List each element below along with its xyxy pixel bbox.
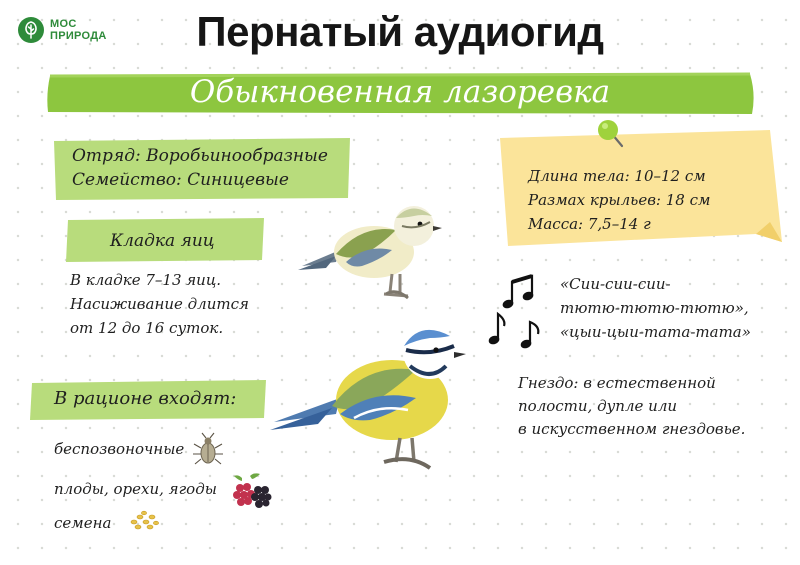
- diet-item: семена: [54, 514, 112, 532]
- bug-icon: [190, 432, 226, 468]
- song-line: тютю-тютю-тютю»,: [560, 299, 749, 317]
- taxonomy-order: Отряд: Воробьинообразные: [72, 146, 328, 166]
- diet-item: беспозвоночные: [54, 440, 185, 458]
- clutch-line: от 12 до 16 суток.: [70, 319, 224, 337]
- logo-line-2: ПРИРОДА: [50, 30, 107, 42]
- species-name: Обыкновенная лазоревка: [189, 74, 611, 110]
- diet-heading-strip: [30, 380, 268, 420]
- clutch-text: [70, 268, 290, 340]
- page-title: Пернатый аудиогид: [196, 8, 604, 55]
- measurements-text: [528, 164, 710, 236]
- tree-logo-icon: [18, 17, 44, 43]
- taxonomy-strip: [52, 138, 352, 200]
- bluetit-icon: [270, 316, 470, 476]
- clutch-line: Насиживание длится: [70, 295, 249, 313]
- clutch-heading: Кладка яиц: [110, 231, 215, 251]
- music-notes-icon: [476, 274, 556, 356]
- berries-icon: [228, 470, 274, 510]
- song-line: «цыи-цыи-тата-тата»: [560, 323, 751, 341]
- diet-heading: В рационе входят:: [54, 388, 237, 409]
- logo-line-1: МОС: [50, 18, 77, 30]
- seeds-icon: [126, 508, 162, 534]
- nest-line: полости, дупле или: [518, 397, 678, 415]
- body-length: Длина тела: 10–12 см: [528, 167, 706, 185]
- song-line: «Сии-сии-сии-: [560, 275, 671, 293]
- diet-item: плоды, орехи, ягоды: [54, 480, 217, 498]
- nest-line: Гнездо: в естественной: [518, 374, 716, 392]
- nest-text: [518, 372, 745, 441]
- logo: [18, 17, 107, 43]
- nest-line: в искусственном гнездовье.: [518, 420, 746, 438]
- clutch-line: В кладке 7–13 яиц.: [70, 271, 222, 289]
- song-text: [560, 272, 751, 344]
- clutch-heading-strip: [66, 218, 266, 262]
- body-mass: Масса: 7,5–14 г: [528, 215, 651, 233]
- bird-perched-icon: [296, 196, 446, 308]
- push-pin-icon: [594, 116, 628, 150]
- wingspan: Размах крыльев: 18 см: [528, 191, 711, 209]
- taxonomy-family: Семейство: Синицевые: [72, 170, 289, 190]
